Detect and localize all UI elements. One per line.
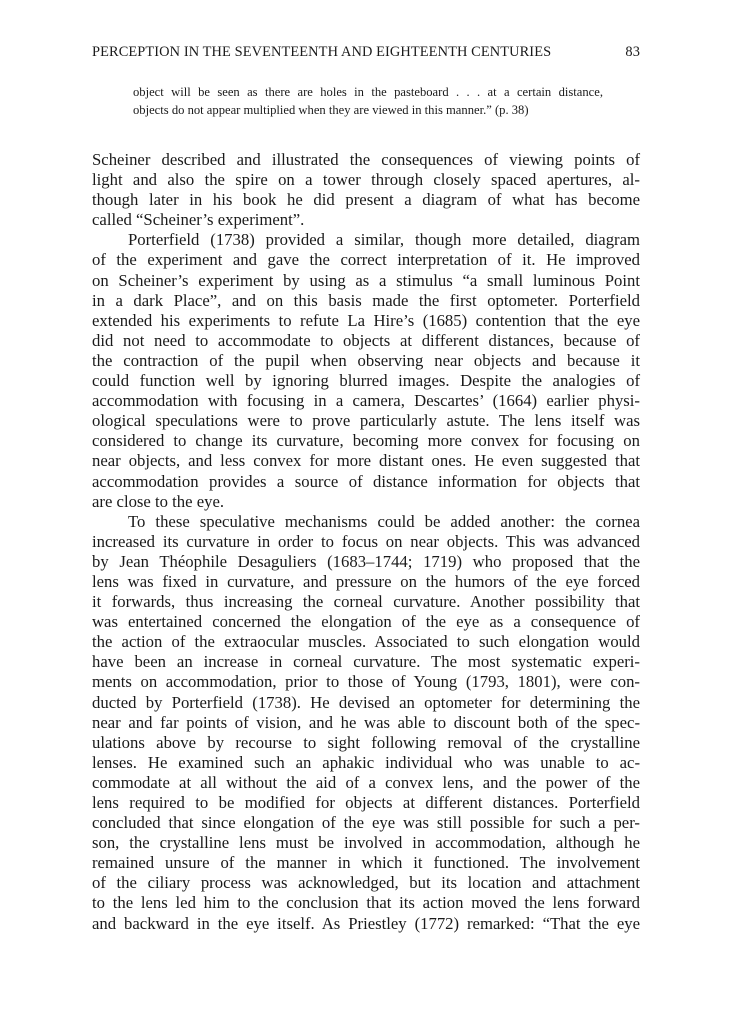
text-line: of the ciliary process was acknowledged, but its location and attachment (92, 873, 640, 893)
text-line: To these speculative mechanisms could be added another: the cornea (128, 511, 640, 531)
text-line: accommodation provides a source of distance information for objects that (92, 471, 640, 491)
text-line: near objects, and less convex for more distant ones. He even suggested that (92, 451, 640, 471)
quote-line: object will be seen as there are holes in the pasteboard . . . at a certain distance, (133, 85, 603, 99)
text-line: considered to change its curvature, becoming more convex for focusing on (92, 431, 640, 451)
body-text (92, 150, 640, 934)
text-line: increased its curvature in order to focus on near objects. This was advanced (92, 531, 640, 551)
text-line: concluded that since elongation of the eye was still possible for such a per- (92, 813, 640, 833)
text-line: remained unsure of the manner in which it functioned. The involvement (92, 853, 640, 873)
text-line: light and also the spire on a tower through closely spaced apertures, al- (92, 170, 640, 190)
text-line: it forwards, thus increasing the corneal curvature. Another possibility that (92, 592, 640, 612)
text-line: and backward in the eye itself. As Priestley (1772) remarked: “That the eye (92, 913, 640, 933)
text-line: lens required to be modified for objects at different distances. Porterfield (92, 793, 640, 812)
text-line: near and far points of vision, and he was able to discount both of the spec- (92, 712, 640, 732)
text-line: are close to the eye. (92, 491, 225, 511)
text-line: to the lens led him to the conclusion that its action moved the lens forward (92, 893, 640, 913)
text-line: accommodation with focusing in a camera, Descartes’ (1664) earlier physi- (92, 391, 640, 411)
text-line: lenses. He examined such an aphakic individual who was unable to ac- (92, 752, 640, 772)
text-line: on Scheiner’s experiment by using as a stimulus “a small luminous Point (92, 270, 640, 290)
text-line: by Jean Théophile Desaguliers (1683–1744; 1719) who proposed that the (92, 551, 640, 571)
text-line: Scheiner described and illustrated the consequences of viewing points of (92, 150, 640, 169)
text-line: called “Scheiner’s experiment”. (92, 210, 305, 230)
text-line: the action of the extraocular muscles. Associated to such elongation would (92, 632, 640, 652)
text-line: have been an increase in corneal curvature. The most systematic experi- (92, 652, 640, 672)
block-quote (133, 84, 603, 119)
text-line: could function well by ignoring blurred images. Despite the analogies of (92, 371, 640, 391)
text-line: extended his experiments to refute La Hire’s (1685) contention that the eye (92, 310, 640, 330)
running-head-title: PERCEPTION IN THE SEVENTEENTH AND EIGHTEENTH CENTURIES (92, 44, 552, 60)
text-line: in a dark Place”, and on this basis made the first optometer. Porterfield (92, 290, 640, 310)
text-line: though later in his book he did present a diagram of what has become (92, 190, 640, 210)
text-line: son, the crystalline lens must be involved in accommodation, although he (92, 833, 640, 853)
text-line: of the experiment and gave the correct interpretation of it. He improved (92, 250, 640, 270)
text-line: lens was fixed in curvature, and pressure on the humors of the eye forced (92, 571, 640, 591)
text-line: was entertained concerned the elongation of the eye as a consequence of (92, 612, 640, 632)
text-line: ducted by Porterfield (1738). He devised an optometer for determining the (92, 692, 640, 712)
text-line: Porterfield (1738) provided a similar, though more detailed, diagram (128, 230, 640, 250)
page-number: 83 (625, 44, 640, 60)
text-line: ments on accommodation, prior to those of Young (1793, 1801), were con- (92, 672, 640, 692)
text-line: the contraction of the pupil when observing near objects and because it (92, 350, 640, 370)
text-line: ulations above by recourse to sight following removal of the crystalline (92, 732, 640, 752)
text-line: ological speculations were to prove particularly astute. The lens itself was (92, 411, 640, 431)
text-line: did not need to accommodate to objects at different distances, because of (92, 330, 640, 350)
running-head (92, 44, 640, 61)
text-line: commodate at all without the aid of a convex lens, and the power of the (92, 772, 640, 792)
quote-line: objects do not appear multiplied when they are viewed in this manner.” (p. 38) (133, 102, 529, 117)
